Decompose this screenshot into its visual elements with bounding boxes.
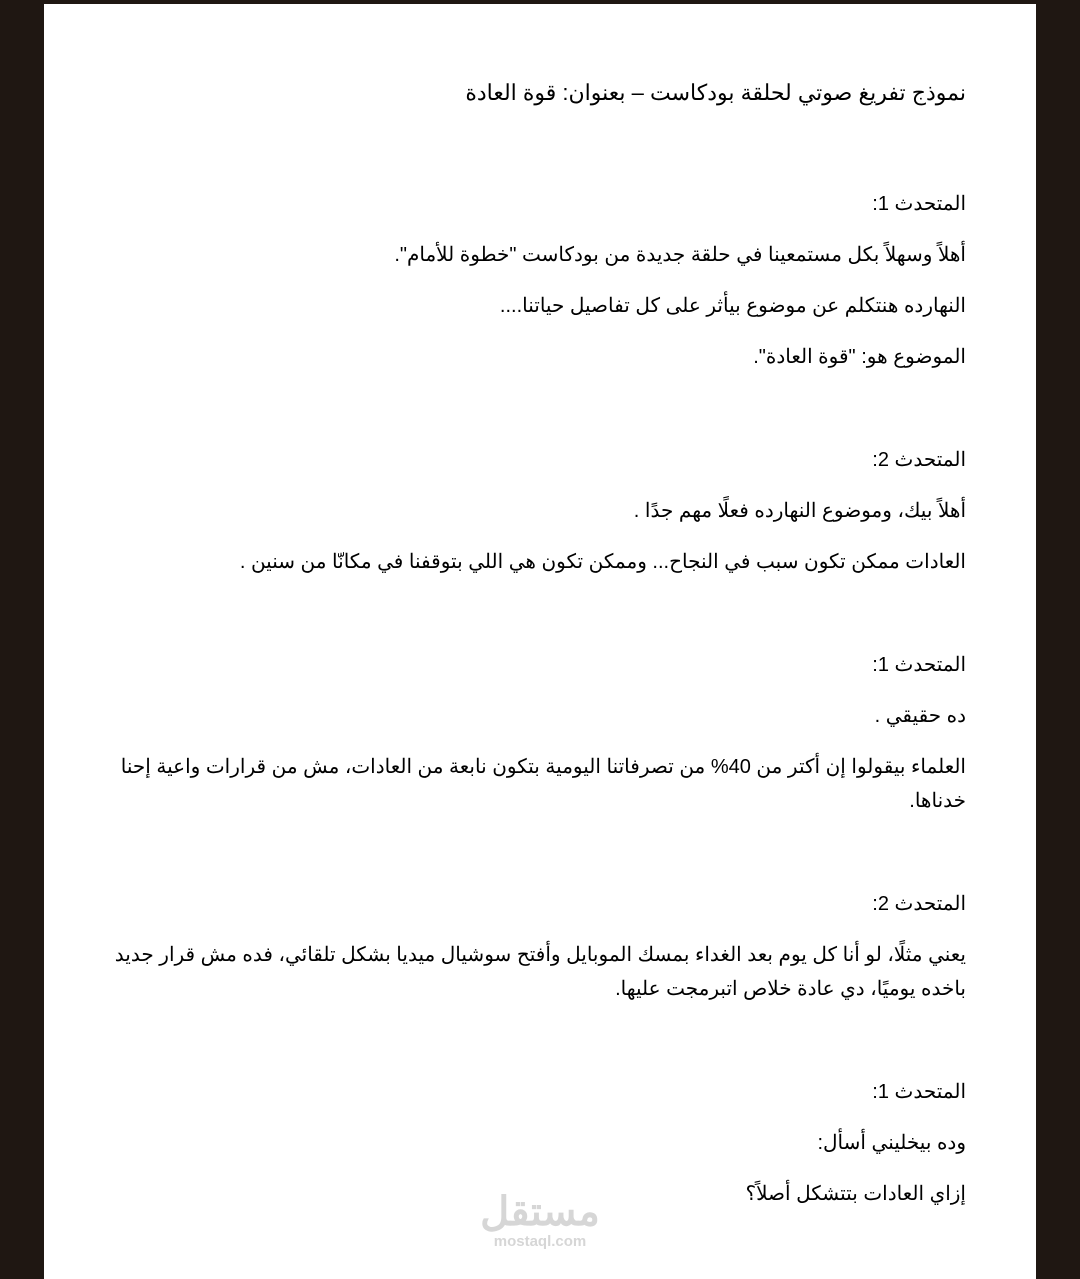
document-page: [44, 4, 1036, 1279]
dialogue-line: إزاي العادات بتتشكل أصلاً؟: [745, 1183, 966, 1205]
mostaql-watermark-logo: [470, 1190, 610, 1250]
speaker-label: المتحدث 1:: [872, 654, 966, 676]
dialogue-line: النهارده هنتكلم عن موضوع بيأثر على كل تفاصيل حياتنا....: [499, 295, 966, 317]
dialogue-line: يعني مثلًا، لو أنا كل يوم بعد الغداء بمسك الموبايل وأفتح سوشيال ميديا بشكل تلقائي، فده مش قرار جديد باخده يوميًا، دي عادة خلاص اتبرمجت عليها.: [114, 944, 966, 1000]
dialogue-line: وده بيخليني أسأل:: [817, 1132, 966, 1154]
dialogue-line: أهلاً بيك، وموضوع النهارده فعلًا مهم جدًا .: [633, 500, 966, 522]
dialogue-block: [106, 443, 966, 579]
dialogue-block: [106, 648, 966, 818]
dialogue-line: العلماء بيقولوا إن أكتر من 40% من تصرفاتنا اليومية بتكون نابعة من العادات، مش من قرارات واعية إحنا خدناها.: [120, 756, 966, 812]
speaker-label: المتحدث 2:: [872, 893, 966, 915]
speaker-label: المتحدث 1:: [872, 193, 966, 215]
dialogue-line: ده حقيقي .: [874, 705, 966, 727]
dialogue-line: العادات ممكن تكون سبب في النجاح... وممكن تكون هي اللي بتوقفنا في مكانّا من سنين .: [239, 551, 966, 573]
dialogue-block: [106, 187, 966, 374]
transcript-body: [106, 74, 966, 1228]
watermark-arabic-text: مستقل: [480, 1190, 600, 1234]
watermark-latin-text: mostaql.com: [493, 1233, 587, 1250]
dialogue-line: الموضوع هو: "قوة العادة".: [753, 346, 966, 368]
dialogue-block: [106, 887, 966, 1006]
speaker-label: المتحدث 1:: [872, 1081, 966, 1103]
dialogue-line: أهلاً وسهلاً بكل مستمعينا في حلقة جديدة من بودكاست "خطوة للأمام".: [394, 244, 966, 266]
document-title: نموذج تفريغ صوتي لحلقة بودكاست – بعنوان: قوة العادة: [465, 80, 966, 105]
speaker-label: المتحدث 2:: [872, 449, 966, 471]
